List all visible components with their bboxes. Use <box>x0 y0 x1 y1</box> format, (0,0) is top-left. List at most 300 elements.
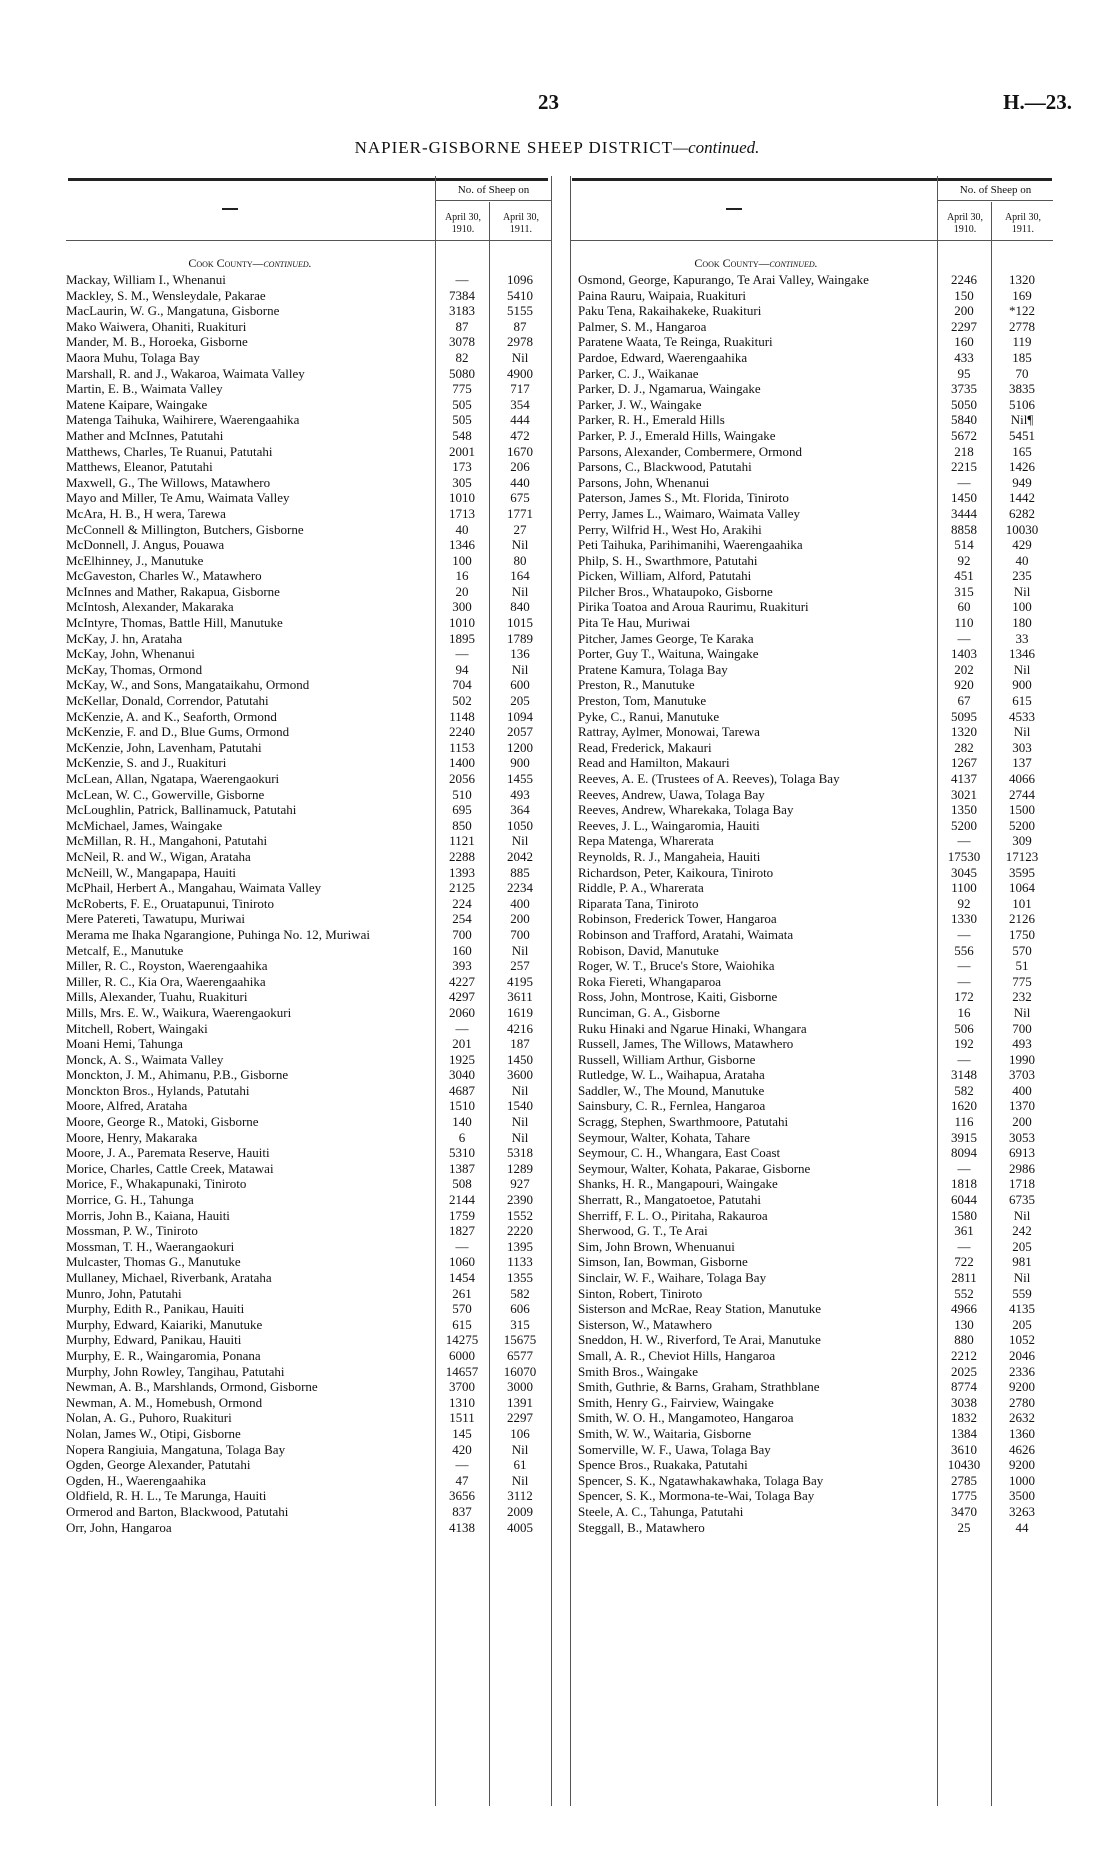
table-row <box>66 1145 554 1161</box>
sheep-1911: Nil <box>511 1129 529 1145</box>
sheep-1910: 837 <box>452 1503 472 1519</box>
table-row <box>66 880 554 896</box>
sheep-1911: 232 <box>1012 989 1032 1005</box>
table-row <box>66 662 554 678</box>
county-name-right: Cook County <box>694 256 759 270</box>
sheep-1910: 1832 <box>951 1410 977 1426</box>
sheep-1911: 1052 <box>1009 1332 1035 1348</box>
sheep-1910: 40 <box>455 521 469 537</box>
owner-name: Parsons, C., Blackwood, Patutahi <box>578 459 752 475</box>
owner-name: Preston, Tom, Manutuke <box>578 693 707 709</box>
table-row <box>578 724 1060 740</box>
sheep-1910: 502 <box>452 693 472 709</box>
sheep-1910: — <box>957 630 971 646</box>
sheep-1910: 47 <box>455 1472 469 1488</box>
owner-name: Read and Hamilton, Makauri <box>578 755 730 771</box>
sheep-1910: 2215 <box>951 459 977 475</box>
owner-name: Reeves, Andrew, Uawa, Tolaga Bay <box>578 786 765 802</box>
sheep-1910: 8858 <box>951 521 977 537</box>
sheep-1910: 145 <box>452 1425 472 1441</box>
sheep-1911: 429 <box>1012 537 1032 553</box>
table-row <box>66 1379 554 1395</box>
sheep-1910: 1925 <box>449 1051 475 1067</box>
sheep-1910: 3656 <box>449 1488 475 1504</box>
sheep-1910: 3470 <box>951 1503 977 1519</box>
sheep-1911: 570 <box>1012 942 1032 958</box>
sheep-1911: Nil <box>511 833 529 849</box>
owner-name: Mayo and Miller, Te Amu, Waimata Valley <box>66 490 290 506</box>
sheep-1910: 1510 <box>449 1098 475 1114</box>
owner-name: Palmer, S. M., Hangaroa <box>578 318 707 334</box>
owner-name: Read, Frederick, Makauri <box>578 739 712 755</box>
sheep-1911: 615 <box>1012 693 1032 709</box>
sheep-1911: 2336 <box>1009 1363 1035 1379</box>
sheep-1911: 3600 <box>507 1067 533 1083</box>
table-row <box>66 334 554 350</box>
table-row <box>66 537 554 553</box>
table-row <box>66 319 554 335</box>
sheep-1910: 2144 <box>449 1192 475 1208</box>
sheep-1910: 850 <box>452 817 472 833</box>
owner-name: Newman, A. M., Homebush, Ormond <box>66 1394 263 1410</box>
table-row <box>578 849 1060 865</box>
table-row <box>66 303 554 319</box>
owner-name: Preston, R., Manutuke <box>578 677 695 693</box>
table-row <box>66 740 554 756</box>
sheep-1910: 3021 <box>951 786 977 802</box>
sheep-1911: 100 <box>1012 599 1032 615</box>
sheep-1910: 3038 <box>951 1394 977 1410</box>
sheep-1910: 254 <box>452 911 472 927</box>
table-row <box>578 1332 1060 1348</box>
table-row <box>66 1301 554 1317</box>
owner-name: Sisterson and McRae, Reay Station, Manutuke <box>578 1301 821 1317</box>
sheep-1910: 6000 <box>449 1347 475 1363</box>
sheep-1910: 920 <box>954 677 974 693</box>
sheep-1910: 16 <box>455 568 469 584</box>
table-row <box>578 631 1060 647</box>
sheep-1911: 242 <box>1012 1223 1032 1239</box>
sheep-1910: 548 <box>452 427 472 443</box>
table-row <box>66 1488 554 1504</box>
table-row <box>66 1223 554 1239</box>
sheep-1911: *122 <box>1009 303 1035 319</box>
table-row <box>578 288 1060 304</box>
sheep-1911: 309 <box>1012 833 1032 849</box>
owner-name: Reeves, Andrew, Wharekaka, Tolaga Bay <box>578 802 794 818</box>
sheep-1910: 110 <box>954 615 974 631</box>
table-row <box>578 958 1060 974</box>
table-row <box>66 397 554 413</box>
owner-name: Orr, John, Hangaroa <box>66 1519 172 1535</box>
sheep-1911: 5410 <box>507 287 533 303</box>
sheep-1910: 4966 <box>951 1301 977 1317</box>
sheep-1910: — <box>957 926 971 942</box>
sheep-1910: 1775 <box>951 1488 977 1504</box>
owner-name: Parsons, John, Whenanui <box>578 474 710 490</box>
sheep-1910: 1384 <box>951 1425 977 1441</box>
owner-name: Rutledge, W. L., Waihapua, Arataha <box>578 1067 765 1083</box>
sheep-1910: 393 <box>452 958 472 974</box>
sheep-1911: 4626 <box>1009 1441 1035 1457</box>
sheep-1910: 7384 <box>449 287 475 303</box>
sheep-1910: 1620 <box>951 1098 977 1114</box>
owner-name: Monck, A. S., Waimata Valley <box>66 1051 224 1067</box>
sheep-1910: 451 <box>954 568 974 584</box>
owner-name: Pilcher Bros., Whataupoko, Gisborne <box>578 583 773 599</box>
sheep-1910: 4297 <box>449 989 475 1005</box>
sheep-1911: 136 <box>510 646 530 662</box>
owner-name: Seymour, Walter, Kohata, Pakarae, Gisborne <box>578 1160 811 1176</box>
owner-name: Osmond, George, Kapurango, Te Arai Valley, Waingake <box>578 272 869 287</box>
sheep-1911: 87 <box>513 318 527 334</box>
owner-name: Mander, M. B., Horoeka, Gisborne <box>66 334 248 350</box>
sheep-1911: 200 <box>1012 1114 1032 1130</box>
sheep-1911: 2780 <box>1009 1394 1035 1410</box>
table-row <box>578 1098 1060 1114</box>
sheep-1910: 3040 <box>449 1067 475 1083</box>
sheep-1910: 1148 <box>449 708 475 724</box>
sheep-1911: 364 <box>510 802 530 818</box>
sheep-1911: 2390 <box>507 1192 533 1208</box>
sheep-1910: 552 <box>954 1285 974 1301</box>
table-row <box>578 771 1060 787</box>
sheep-1910: 2125 <box>449 880 475 896</box>
owner-name: Smith, W. W., Waitaria, Gisborne <box>578 1425 752 1441</box>
sheep-1910: 4137 <box>951 771 977 786</box>
owner-name: Picken, William, Alford, Patutahi <box>578 568 752 584</box>
owner-name: Paterson, James S., Mt. Florida, Tiniroto <box>578 490 789 506</box>
table-row <box>66 1021 554 1037</box>
sheep-1910: 82 <box>455 349 469 365</box>
sheep-1911: 257 <box>510 958 530 974</box>
owner-name: Smith, W. O. H., Mangamoteo, Hangaroa <box>578 1410 794 1426</box>
owner-name: McGaveston, Charles W., Matawhero <box>66 568 262 584</box>
owner-name: McKenzie, John, Lavenham, Patutahi <box>66 739 262 755</box>
sheep-1911: 40 <box>1015 552 1029 568</box>
table-row <box>66 787 554 803</box>
sheep-1910: 1010 <box>449 490 475 506</box>
sheep-1910: 8094 <box>951 1145 977 1161</box>
table-row <box>578 833 1060 849</box>
sheep-1911: 1096 <box>507 272 533 287</box>
owner-name: Parker, J. W., Waingake <box>578 396 702 412</box>
sheep-1910: 1350 <box>951 802 977 818</box>
sheep-1911: 3703 <box>1009 1067 1035 1083</box>
table-row <box>66 631 554 647</box>
sheep-1910: 150 <box>954 287 974 303</box>
sheep-1910: 556 <box>954 942 974 958</box>
owner-name: Steele, A. C., Tahunga, Patutahi <box>578 1503 744 1519</box>
sheep-1910: 5672 <box>951 427 977 443</box>
sheep-1911: 205 <box>1012 1238 1032 1254</box>
owner-name: Peti Taihuka, Parihimanihi, Waerengaahika <box>578 537 803 553</box>
table-row <box>578 568 1060 584</box>
owner-name: Seymour, C. H., Whangara, East Coast <box>578 1145 781 1161</box>
sheep-1910: 3078 <box>449 334 475 350</box>
sheep-1911: 205 <box>1012 1316 1032 1332</box>
page-reference: H.—23. <box>1003 90 1072 114</box>
owner-name: Ross, John, Montrose, Kaiti, Gisborne <box>578 989 778 1005</box>
col-1910-label-right: April 30, 1910. <box>946 212 984 235</box>
table-row <box>578 1254 1060 1270</box>
table-row <box>578 615 1060 631</box>
table-row <box>66 1286 554 1302</box>
sheep-1910: 3444 <box>951 505 977 521</box>
sheep-1911: 4066 <box>1009 771 1035 786</box>
sheep-on-label-right: No. of Sheep on <box>959 184 1032 196</box>
sheep-1911: 187 <box>510 1036 530 1052</box>
sheep-1911: 2986 <box>1009 1160 1035 1176</box>
table-row <box>578 1114 1060 1130</box>
owner-name: Parker, P. J., Emerald Hills, Waingake <box>578 427 776 443</box>
table-row <box>66 943 554 959</box>
table-row <box>66 1161 554 1177</box>
sheep-1910: 2025 <box>951 1363 977 1379</box>
table-row <box>66 584 554 600</box>
sheep-1910: 3148 <box>951 1067 977 1083</box>
table-row <box>578 693 1060 709</box>
table-row <box>66 1442 554 1458</box>
sheep-1911: Nil <box>511 1441 529 1457</box>
table-row <box>66 1098 554 1114</box>
table-row <box>578 662 1060 678</box>
sheep-1911: 1370 <box>1009 1098 1035 1114</box>
table-row <box>578 1504 1060 1520</box>
sheep-1910: 25 <box>957 1519 971 1535</box>
owner-name: Merama me Ihaka Ngarangione, Puhinga No. 12, Muriwai <box>66 926 370 942</box>
owner-name: Robison, David, Manutuke <box>578 942 719 958</box>
owner-name: Roger, W. T., Bruce's Store, Waiohika <box>578 958 775 974</box>
sheep-1911: 900 <box>1012 677 1032 693</box>
sheep-1911: 4195 <box>507 973 533 989</box>
table-row <box>578 381 1060 397</box>
sheep-1911: 1718 <box>1009 1176 1035 1192</box>
sheep-1911: 1133 <box>507 1254 533 1270</box>
sheep-1911: 1990 <box>1009 1051 1035 1067</box>
owner-name: Spencer, S. K., Mormona-te-Wai, Tolaga Bay <box>578 1488 815 1504</box>
table-row <box>66 412 554 428</box>
table-row <box>578 1379 1060 1395</box>
table-row <box>66 1426 554 1442</box>
table-row <box>578 1473 1060 1489</box>
sheep-1910: 1400 <box>449 755 475 771</box>
table-row <box>66 974 554 990</box>
owner-name: Miller, R. C., Royston, Waerengaahika <box>66 958 268 974</box>
owner-name: Riparata Tana, Tiniroto <box>578 895 699 911</box>
sheep-1910: 116 <box>954 1114 974 1130</box>
table-row <box>66 1114 554 1130</box>
sheep-1911: Nil <box>1013 583 1031 599</box>
table-row <box>578 1192 1060 1208</box>
owner-name: McPhail, Herbert A., Mangahau, Waimata Valley <box>66 880 322 896</box>
sheep-1910: 615 <box>452 1316 472 1332</box>
sheep-1911: Nil <box>511 1082 529 1098</box>
sheep-1911: 16070 <box>503 1363 537 1379</box>
table-row <box>578 865 1060 881</box>
table-row <box>578 1021 1060 1037</box>
sheep-1910: 1827 <box>449 1223 475 1239</box>
owner-name: Morice, Charles, Cattle Creek, Matawai <box>66 1160 274 1176</box>
table-row <box>66 1192 554 1208</box>
owner-name: Newman, A. B., Marshlands, Ormond, Gisborne <box>66 1379 318 1395</box>
owner-name: McNeil, R. and W., Wigan, Arataha <box>66 848 251 864</box>
owner-name: McKay, John, Whenanui <box>66 646 195 662</box>
owner-name: Munro, John, Patutahi <box>66 1285 182 1301</box>
owner-name: Morris, John B., Kaiana, Hauiti <box>66 1207 230 1223</box>
table-row <box>578 1067 1060 1083</box>
owner-name: Perry, Wilfrid H., West Ho, Arakihi <box>578 521 762 537</box>
table-row <box>578 412 1060 428</box>
owner-name: Nolan, James W., Otipi, Gisborne <box>66 1425 241 1441</box>
sheep-1911: 1050 <box>507 817 533 833</box>
owner-name: McConnell & Millington, Butchers, Gisborne <box>66 521 304 537</box>
left-rows <box>66 272 554 1535</box>
table-row <box>578 974 1060 990</box>
owner-name: MacLaurin, W. G., Mangatuna, Gisborne <box>66 303 280 319</box>
table-row <box>578 1239 1060 1255</box>
sheep-1910: 582 <box>954 1082 974 1098</box>
sheep-1911: 2057 <box>507 724 533 740</box>
table-row <box>578 1301 1060 1317</box>
sheep-1911: 4216 <box>507 1020 533 1036</box>
sheep-1910: 1580 <box>951 1207 977 1223</box>
county-heading-right <box>576 256 936 271</box>
table-row <box>578 506 1060 522</box>
table-row <box>66 1083 554 1099</box>
sheep-1911: 900 <box>510 755 530 771</box>
owner-name: Mills, Alexander, Tuahu, Ruakituri <box>66 989 248 1005</box>
sheep-1911: Nil <box>511 661 529 677</box>
sheep-1911: 61 <box>513 1457 527 1473</box>
sheep-1910: — <box>455 272 469 287</box>
owner-name: Robinson and Trafford, Aratahi, Waimata <box>578 926 794 942</box>
table-row <box>66 1473 554 1489</box>
table-row <box>66 833 554 849</box>
sheep-1910: 200 <box>954 303 974 319</box>
table-row <box>578 709 1060 725</box>
owner-name: Pita Te Hau, Muriwai <box>578 615 691 631</box>
sheep-1911: 6577 <box>507 1347 533 1363</box>
col-1910-label: April 30, 1910. <box>444 212 482 235</box>
table-row <box>578 1145 1060 1161</box>
sheep-1911: 9200 <box>1009 1379 1035 1395</box>
sheep-1910: 17530 <box>947 848 981 864</box>
sheep-1910: 2288 <box>449 848 475 864</box>
table-row <box>66 802 554 818</box>
table-row <box>66 568 554 584</box>
sheep-1911: 2744 <box>1009 786 1035 802</box>
owner-name: Sainsbury, C. R., Fernlea, Hangaroa <box>578 1098 766 1114</box>
sheep-1910: — <box>957 1160 971 1176</box>
table-row <box>578 522 1060 538</box>
sheep-1911: 440 <box>510 474 530 490</box>
table-row <box>578 1036 1060 1052</box>
owner-name: McIntosh, Alexander, Makaraka <box>66 599 234 615</box>
table-row <box>578 303 1060 319</box>
sheep-1911: 2778 <box>1009 318 1035 334</box>
sheep-1910: 282 <box>954 739 974 755</box>
table-row <box>66 989 554 1005</box>
owner-name: Parker, R. H., Emerald Hills <box>578 412 725 428</box>
sheep-1911: 4533 <box>1009 708 1035 724</box>
sheep-1910: 100 <box>452 552 472 568</box>
sheep-1911: 775 <box>1012 973 1032 989</box>
owner-name: Simson, Ian, Bowman, Gisborne <box>578 1254 748 1270</box>
sheep-1911: 2220 <box>507 1223 533 1239</box>
owner-name: Mather and McInnes, Patutahi <box>66 427 224 443</box>
table-row <box>578 553 1060 569</box>
sheep-1911: 1094 <box>507 708 533 724</box>
owner-name: Steggall, B., Matawhero <box>578 1519 705 1535</box>
sheep-1911: 27 <box>513 521 527 537</box>
name-column-dash-right <box>726 208 742 210</box>
sheep-1910: 4138 <box>449 1519 475 1535</box>
table-row <box>578 334 1060 350</box>
sheep-1910: 261 <box>452 1285 472 1301</box>
sheep-1911: 1064 <box>1009 880 1035 896</box>
sheep-1911: 2234 <box>507 880 533 896</box>
sheep-1911: Nil <box>1013 1270 1031 1285</box>
owner-name: Moore, J. A., Paremata Reserve, Hauiti <box>66 1145 270 1161</box>
sheep-1911: 17123 <box>1005 848 1039 864</box>
owner-name: McKenzie, F. and D., Blue Gums, Ormond <box>66 724 290 740</box>
sheep-1911: 5106 <box>1009 396 1035 412</box>
sheep-1911: 840 <box>510 599 530 615</box>
sheep-1911: 2009 <box>507 1503 533 1519</box>
table-row <box>578 927 1060 943</box>
sheep-1910: 10430 <box>947 1457 981 1473</box>
table-row <box>66 646 554 662</box>
sheep-1911: 700 <box>510 926 530 942</box>
sheep-1910: 5840 <box>951 412 977 428</box>
table-row <box>578 755 1060 771</box>
table-row <box>66 755 554 771</box>
sheep-1911: 303 <box>1012 739 1032 755</box>
sheep-1911: 354 <box>510 396 530 412</box>
sheep-1911: 1789 <box>507 630 533 646</box>
sheep-1911: 206 <box>510 459 530 475</box>
sheep-1910: 514 <box>954 537 974 553</box>
sheep-1910: — <box>957 1051 971 1067</box>
sheep-1910: 1267 <box>951 755 977 771</box>
sheep-1910: 3610 <box>951 1441 977 1457</box>
table-row <box>578 1348 1060 1364</box>
sheep-1911: 9200 <box>1009 1457 1035 1473</box>
owner-name: Mere Patereti, Tawatupu, Muriwai <box>66 911 245 927</box>
sheep-1910: — <box>957 958 971 974</box>
sheep-1910: — <box>455 1020 469 1036</box>
sheep-1910: 506 <box>954 1020 974 1036</box>
owner-name: Sim, John Brown, Whenuanui <box>578 1238 735 1254</box>
sheep-1910: 315 <box>954 583 974 599</box>
sheep-1911: 1750 <box>1009 926 1035 942</box>
table-row <box>66 615 554 631</box>
sheep-1910: 94 <box>455 661 469 677</box>
sheep-1911: Nil <box>1013 1004 1031 1020</box>
sheep-1911: 1289 <box>507 1160 533 1176</box>
table-row <box>66 1067 554 1083</box>
sheep-1911: 106 <box>510 1425 530 1441</box>
owner-name: Martin, E. B., Waimata Valley <box>66 381 223 397</box>
county-name: Cook County <box>188 256 253 270</box>
table-row <box>66 709 554 725</box>
table-row <box>578 1270 1060 1286</box>
owner-name: Pirika Toatoa and Aroua Raurimu, Ruakituri <box>578 599 809 615</box>
table-row <box>66 1005 554 1021</box>
sheep-1910: 1713 <box>449 505 475 521</box>
table-row <box>578 1083 1060 1099</box>
